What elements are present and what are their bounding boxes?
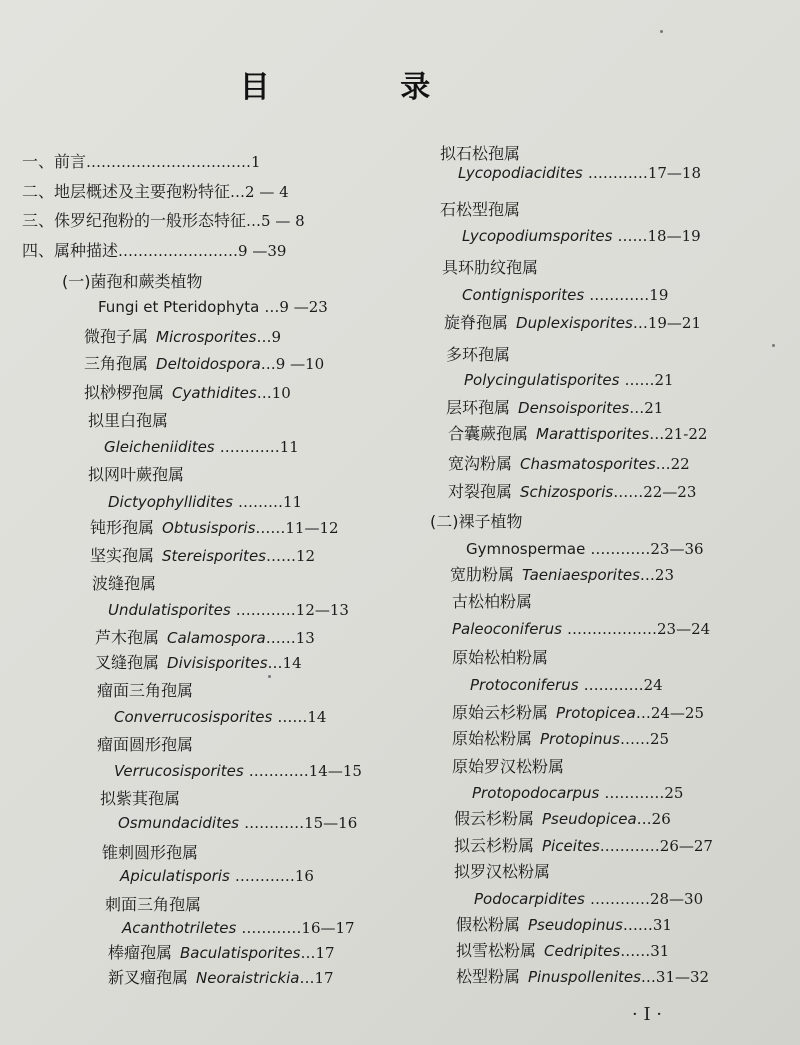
toc-entry-leader-dots: … bbox=[256, 328, 272, 346]
toc-entry bbox=[454, 862, 550, 882]
toc-entry-leader-dots: …… bbox=[620, 942, 651, 960]
toc-entry-page-range: 1 bbox=[251, 153, 261, 171]
toc-entry-page-range: 12 bbox=[295, 547, 316, 565]
toc-entry-page-range: 11 bbox=[279, 438, 299, 456]
toc-entry bbox=[452, 648, 548, 668]
toc-entry bbox=[448, 482, 696, 502]
toc-entry-latin-name: Cedripites bbox=[544, 942, 621, 960]
toc-entry-latin-name: Verrucosisporites bbox=[114, 762, 244, 780]
toc-entry-page-range: 12—13 bbox=[295, 601, 349, 619]
toc-entry-leader-dots: … bbox=[264, 298, 280, 316]
toc-entry-page-range: 23—36 bbox=[650, 540, 704, 558]
toc-entry-chinese-title: 古松柏粉属 bbox=[452, 592, 533, 611]
toc-entry-latin-name: Pseudopinus bbox=[528, 916, 623, 934]
toc-entry bbox=[466, 539, 704, 559]
toc-entry-leader-dots: ………… bbox=[244, 814, 305, 832]
page-title: 目 录 bbox=[239, 70, 491, 105]
paper-speck bbox=[268, 675, 271, 678]
toc-entry-leader-dots: ………… bbox=[583, 676, 644, 694]
toc-entry-chinese-title: 旋脊孢属 bbox=[444, 313, 509, 332]
toc-entry-chinese-title: 侏罗纪孢粉的一般形态特征 bbox=[54, 211, 247, 230]
toc-entry-page-range: 16 bbox=[294, 867, 314, 885]
toc-entry-latin-name: Pseudopicea bbox=[542, 810, 637, 828]
toc-entry-latin-name: Protopodocarpus bbox=[472, 784, 600, 802]
toc-entry-page-range: 19 bbox=[649, 286, 669, 304]
toc-entry-chinese-title: 拟石松孢属 bbox=[440, 144, 521, 163]
toc-entry-chinese-title: 宽沟粉属 bbox=[448, 454, 513, 473]
toc-entry-chinese-title: 拟紫萁孢属 bbox=[100, 789, 181, 808]
toc-entry-leader-dots: … bbox=[632, 314, 648, 332]
toc-entry-prefix: 二、 bbox=[22, 182, 55, 201]
paper-speck bbox=[660, 30, 663, 33]
toc-entry-leader-dots: ………… bbox=[589, 890, 650, 908]
toc-entry-latin-name: Lycopodiacidites bbox=[458, 164, 583, 182]
toc-entry-chinese-title: 三角孢属 bbox=[84, 354, 149, 373]
toc-entry-page-range: 22 bbox=[670, 455, 690, 473]
toc-entry-leader-dots: …………………………… bbox=[86, 153, 252, 171]
toc-entry-prefix: (一) bbox=[62, 272, 91, 291]
toc-entry-chinese-title: 裸子植物 bbox=[458, 512, 523, 531]
toc-entry bbox=[448, 424, 707, 444]
toc-entry bbox=[470, 675, 663, 695]
toc-entry bbox=[474, 889, 703, 909]
toc-entry-chinese-title: 新叉瘤孢属 bbox=[108, 968, 189, 987]
toc-entry-page-range: 10 bbox=[271, 384, 291, 402]
toc-entry-latin-name: Gleicheniidites bbox=[104, 438, 215, 456]
toc-entry-leader-dots: ………… bbox=[604, 784, 665, 802]
toc-entry-leader-dots: ………… bbox=[599, 837, 660, 855]
toc-entry-chinese-title: 具环肋纹孢属 bbox=[442, 258, 539, 277]
toc-entry-chinese-title: 拟罗汉松粉属 bbox=[454, 862, 551, 881]
toc-entry-chinese-title: 合囊蕨孢属 bbox=[448, 424, 529, 443]
paper-speck bbox=[772, 344, 775, 347]
toc-entry-latin-name: Acanthotriletes bbox=[122, 919, 237, 937]
toc-entry-latin-name: Protopicea bbox=[556, 704, 636, 722]
toc-entry-page-range: 26 bbox=[651, 810, 671, 828]
toc-entry-latin-name: Piceites bbox=[542, 837, 600, 855]
toc-entry-prefix: 四、 bbox=[22, 241, 55, 260]
toc-entry-leader-dots: … bbox=[639, 566, 655, 584]
toc-entry-leader-dots: … bbox=[299, 969, 315, 987]
toc-entry-page-range: 19—21 bbox=[647, 314, 701, 332]
toc-entry-leader-dots: ………… bbox=[235, 601, 296, 619]
toc-entry-chinese-title: 原始云杉粉属 bbox=[452, 703, 549, 722]
toc-entry-latin-name: Podocarpidites bbox=[474, 890, 585, 908]
toc-entry-page-range: 15—16 bbox=[304, 814, 358, 832]
toc-entry-latin-name: Divisisporites bbox=[167, 654, 268, 672]
toc-entry-latin-name: Protopinus bbox=[540, 730, 620, 748]
toc-entry-leader-dots: …………………… bbox=[118, 242, 239, 260]
toc-entry-leader-dots: …… bbox=[624, 371, 655, 389]
toc-entry-latin-name: Deltoidospora bbox=[156, 355, 261, 373]
toc-entry-page-range: 22—23 bbox=[643, 483, 697, 501]
toc-entry-chinese-title: 拟里白孢属 bbox=[88, 411, 169, 430]
toc-entry-page-range: 21 bbox=[654, 371, 674, 389]
toc-entry-chinese-title: 宽肋粉属 bbox=[450, 565, 515, 584]
toc-entry-leader-dots: …… bbox=[255, 519, 286, 537]
toc-entry-latin-name: Undulatisporites bbox=[108, 601, 231, 619]
toc-entry-prefix: 三、 bbox=[22, 211, 55, 230]
toc-entry bbox=[452, 592, 532, 612]
toc-entry-latin-name: Converrucosisporites bbox=[114, 708, 273, 726]
toc-entry-page-range: 2 — 4 bbox=[245, 183, 289, 201]
toc-entry-chinese-title: 瘤面三角孢属 bbox=[97, 681, 194, 700]
toc-entry-leader-dots: ………… bbox=[241, 919, 302, 937]
toc-entry-leader-dots: …… bbox=[613, 483, 644, 501]
toc-entry-leader-dots: ………… bbox=[219, 438, 280, 456]
toc-entry-chinese-title: 对裂孢属 bbox=[448, 482, 513, 501]
toc-entry bbox=[442, 258, 538, 278]
toc-entry-page-range: 17 bbox=[314, 969, 334, 987]
toc-entry-latin-name: Polycingulatisporites bbox=[464, 371, 620, 389]
toc-entry bbox=[454, 836, 713, 856]
toc-entry-chinese-title: 拟云杉粉属 bbox=[454, 836, 535, 855]
toc-entry bbox=[452, 703, 704, 723]
toc-entry-prefix: 一、 bbox=[22, 152, 55, 171]
toc-entry-chinese-title: 拟雪松粉属 bbox=[456, 941, 537, 960]
toc-entry-leader-dots: ………… bbox=[589, 286, 650, 304]
toc-entry-chinese-title: 叉缝孢属 bbox=[95, 653, 160, 672]
toc-entry-leader-dots: …… bbox=[619, 730, 650, 748]
toc-entry-page-range: 11—12 bbox=[285, 519, 339, 537]
toc-entry-prefix: (二) bbox=[430, 512, 459, 531]
toc-entry-chinese-title: 层环孢属 bbox=[446, 398, 511, 417]
toc-entry bbox=[464, 370, 674, 390]
toc-entry-chinese-title: 石松型孢属 bbox=[440, 200, 521, 219]
toc-entry-leader-dots: … bbox=[300, 944, 316, 962]
toc-entry bbox=[440, 144, 520, 164]
toc-entry-latin-name: Marattisporites bbox=[536, 425, 650, 443]
toc-entry-page-range: 21-22 bbox=[664, 425, 708, 443]
toc-entry-chinese-title: 前言 bbox=[54, 152, 87, 171]
toc-entry bbox=[448, 454, 690, 474]
toc-entry-chinese-title: 原始松柏粉属 bbox=[452, 648, 549, 667]
toc-entry-latin-name: Apiculatisporis bbox=[120, 867, 230, 885]
toc-entry-latin-name: Stereisporites bbox=[162, 547, 266, 565]
toc-entry-chinese-title: 地层概述及主要孢粉特征 bbox=[54, 182, 231, 201]
toc-entry-page-range: 17—18 bbox=[647, 164, 702, 182]
toc-entry-leader-dots: ……………… bbox=[567, 620, 658, 638]
toc-entry-latin-name: Pinuspollenites bbox=[528, 968, 641, 986]
toc-entry-latin-name: Paleoconiferus bbox=[452, 620, 562, 638]
toc-entry-page-range: 24—25 bbox=[650, 704, 705, 722]
toc-entry bbox=[462, 285, 668, 305]
toc-entry-latin-name: Contignisporites bbox=[462, 286, 585, 304]
toc-entry-page-range: 17 bbox=[315, 944, 335, 962]
toc-entry-chinese-title: 芦木孢属 bbox=[95, 628, 160, 647]
toc-entry bbox=[462, 226, 701, 246]
toc-entry-leader-dots: … bbox=[636, 810, 652, 828]
toc-entry-chinese-title: 假云杉粉属 bbox=[454, 809, 535, 828]
toc-entry-leader-dots: ………… bbox=[234, 867, 295, 885]
toc-entry-chinese-title: 松型粉属 bbox=[456, 967, 521, 986]
toc-entry-page-range: 9 —23 bbox=[279, 298, 328, 316]
toc-entry bbox=[430, 512, 523, 532]
toc-entry-page-range: 31 bbox=[652, 916, 672, 934]
toc-entry bbox=[452, 729, 669, 749]
toc-entry-leader-dots: … bbox=[640, 968, 656, 986]
toc-entry-latin-name: Densoisporites bbox=[518, 399, 630, 417]
toc-entry-chinese-title: 坚实孢属 bbox=[90, 546, 155, 565]
toc-entry-leader-dots: … bbox=[256, 384, 272, 402]
toc-entry-page-range: 5 — 8 bbox=[261, 212, 305, 230]
toc-entry-latin-name: Schizosporis bbox=[520, 483, 614, 501]
toc-entry-page-range: 14 bbox=[307, 708, 327, 726]
toc-entry-chinese-title: 钝形孢属 bbox=[90, 518, 155, 537]
toc-entry-chinese-title: 属种描述 bbox=[54, 241, 119, 260]
toc-entry-chinese-title: 瘤面圆形孢属 bbox=[97, 735, 194, 754]
toc-entry-latin-name: Chasmatosporites bbox=[520, 455, 656, 473]
toc-entry-leader-dots: …… bbox=[277, 708, 308, 726]
toc-entry-leader-dots: …… bbox=[265, 629, 296, 647]
toc-entry-page-range: 21 bbox=[644, 399, 664, 417]
toc-entry-page-range: 28—30 bbox=[649, 890, 704, 908]
toc-entry-latin-name: Duplexisporites bbox=[516, 314, 633, 332]
toc-entry bbox=[456, 967, 709, 987]
toc-entry bbox=[456, 915, 672, 935]
toc-entry bbox=[452, 619, 710, 639]
toc-entry-chinese-title: 刺面三角孢属 bbox=[105, 895, 202, 914]
toc-entry-latin-name: Fungi et Pteridophyta bbox=[98, 298, 260, 316]
toc-entry-leader-dots: ………… bbox=[248, 762, 309, 780]
toc-entry-page-range: 14 bbox=[282, 654, 302, 672]
toc-entry bbox=[456, 941, 669, 961]
toc-entry-chinese-title: 拟桫椤孢属 bbox=[84, 383, 165, 402]
toc-entry-latin-name: Microsporites bbox=[156, 328, 257, 346]
toc-entry bbox=[446, 398, 663, 418]
toc-entry-latin-name: Cyathidites bbox=[172, 384, 257, 402]
toc-entry-latin-name: Protoconiferus bbox=[470, 676, 579, 694]
toc-entry-latin-name: Obtusisporis bbox=[162, 519, 256, 537]
toc-entry bbox=[452, 757, 564, 777]
toc-entry-page-range: 14—15 bbox=[308, 762, 362, 780]
toc-entry-latin-name: Baculatisporites bbox=[180, 944, 301, 962]
toc-entry-leader-dots: … bbox=[230, 183, 246, 201]
toc-entry-leader-dots: ……… bbox=[238, 493, 284, 511]
toc-entry-page-range: 9 bbox=[271, 328, 282, 346]
toc-entry-leader-dots: … bbox=[260, 355, 276, 373]
toc-entry-page-range: 11 bbox=[283, 493, 303, 511]
toc-entry-page-range: 23—24 bbox=[657, 620, 711, 638]
toc-entry-leader-dots: ………… bbox=[590, 540, 651, 558]
toc-entry-latin-name: Gymnospermae bbox=[466, 540, 586, 558]
toc-entry-page-range: 25 bbox=[664, 784, 684, 802]
toc-entry-chinese-title: 原始松粉属 bbox=[452, 729, 533, 748]
toc-entry-page-range: 26—27 bbox=[659, 837, 713, 855]
toc-entry-latin-name: Osmundacidites bbox=[118, 814, 239, 832]
toc-entry bbox=[440, 200, 520, 220]
toc-entry-chinese-title: 多环孢属 bbox=[446, 345, 511, 364]
toc-entry-leader-dots: … bbox=[267, 654, 283, 672]
toc-entry-page-range: 23 bbox=[654, 566, 674, 584]
toc-entry-page-range: 31 bbox=[650, 942, 670, 960]
toc-entry-leader-dots: …… bbox=[265, 547, 296, 565]
toc-entry-latin-name: Neoraistrickia bbox=[196, 969, 300, 987]
toc-entry-leader-dots: … bbox=[655, 455, 671, 473]
toc-entry-chinese-title: 锥刺圆形孢属 bbox=[102, 843, 199, 862]
toc-entry-leader-dots: … bbox=[629, 399, 645, 417]
toc-entry-page-range: 16—17 bbox=[301, 919, 355, 937]
toc-entry-page-range: 9 —10 bbox=[275, 355, 325, 373]
toc-entry-chinese-title: 拟网叶蕨孢属 bbox=[88, 465, 185, 484]
toc-entry-leader-dots: …… bbox=[617, 227, 648, 245]
page-number: · I · bbox=[632, 1004, 662, 1025]
toc-entry-leader-dots: … bbox=[635, 704, 651, 722]
toc-entry-page-range: 24 bbox=[643, 676, 663, 694]
toc-entry bbox=[444, 313, 701, 333]
toc-entry-page-range: 18—19 bbox=[647, 227, 701, 245]
toc-entry-chinese-title: 菌孢和蕨类植物 bbox=[90, 272, 203, 291]
toc-entry-leader-dots: ………… bbox=[587, 164, 648, 182]
toc-entry-chinese-title: 原始罗汉松粉属 bbox=[452, 757, 565, 776]
toc-entry-leader-dots: …… bbox=[622, 916, 653, 934]
toc-entry bbox=[454, 809, 671, 829]
toc-entry-chinese-title: 假松粉属 bbox=[456, 915, 521, 934]
toc-entry-chinese-title: 波缝孢属 bbox=[92, 574, 157, 593]
toc-entry-page-range: 13 bbox=[295, 629, 315, 647]
toc-entry-latin-name: Dictyophyllidites bbox=[108, 493, 233, 511]
toc-entry-leader-dots: … bbox=[649, 425, 665, 443]
toc-entry-page-range: 25 bbox=[649, 730, 670, 748]
toc-entry-page-range: 31—32 bbox=[655, 968, 710, 986]
toc-entry bbox=[458, 163, 701, 183]
toc-entry-latin-name: Calamospora bbox=[167, 629, 266, 647]
toc-entry bbox=[450, 565, 674, 585]
toc-entry-page-range: 9 —39 bbox=[238, 242, 287, 260]
toc-entry-chinese-title: 棒瘤孢属 bbox=[108, 943, 173, 962]
toc-entry bbox=[472, 783, 683, 803]
toc-entry bbox=[446, 345, 510, 365]
toc-entry-latin-name: Lycopodiumsporites bbox=[462, 227, 613, 245]
toc-entry-chinese-title: 微孢子属 bbox=[84, 327, 149, 346]
toc-entry-leader-dots: … bbox=[246, 212, 262, 230]
toc-entry-latin-name: Taeniaesporites bbox=[522, 566, 640, 584]
